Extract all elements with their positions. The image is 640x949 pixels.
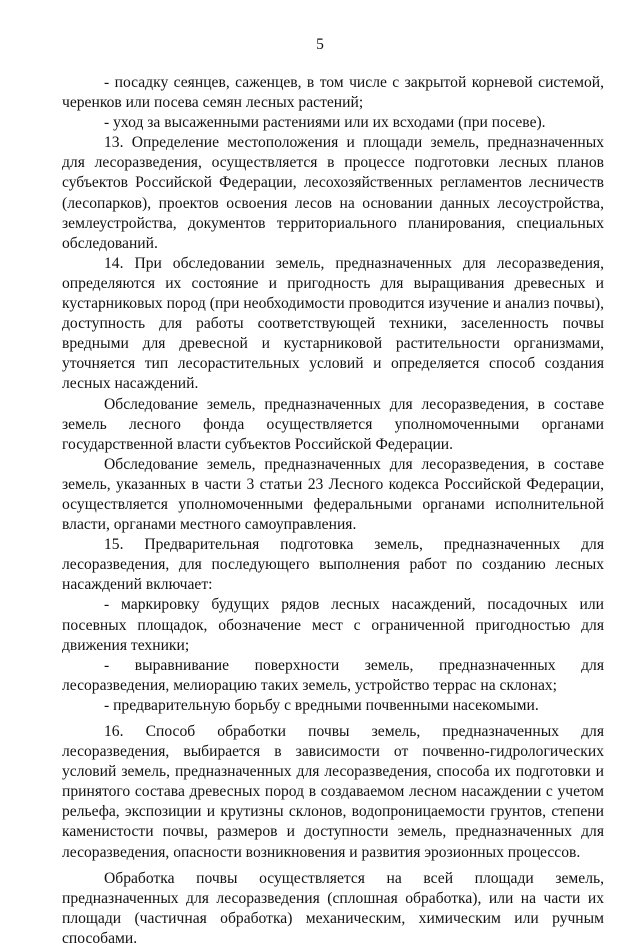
list-item-leveling: - выравнивание поверхности земель, предназначенных для лесоразведения, мелиорацию таких земель, устройство террас на склонах; [62, 656, 604, 694]
list-item-seedling-planting: - посадку сеянцев, саженцев, в том числе с закрытой корневой системой, черенков или посева семян лесных растений; [62, 74, 604, 112]
paragraph-14: 14. При обследовании земель, предназначенных для лесоразведения, определяются их состояние и пригодность для выращивания древесных и кустарниковых пород (при необходимости проводится изучение и анализ почвы), доступность для работы соответствующей техники, заселенность почвы вредными для древесной и кустарниковой растительности организмами, уточняется тип лесорастительных условий и определяется способ создания лесных насаждений. [62, 254, 604, 393]
list-item-marking: - маркировку будущих рядов лесных насаждений, посадочных или посевных площадок, обозначение мест с ограниченной пригодностью для движения техники; [62, 596, 604, 654]
list-item-plant-care: - уход за высаженными растениями или их всходами (при посеве). [104, 114, 546, 132]
paragraph-federal-survey: Обследование земель, предназначенных для лесоразведения, в составе земель, указанных в части 3 статьи 23 Лесного кодекса Российской Федерации, осуществляется уполномоченными федеральными органами исполнительной власти, органами местного самоуправления. [62, 455, 604, 534]
page-number: 5 [316, 36, 324, 53]
document-body [62, 73, 604, 949]
paragraph-soil-treatment: Обработка почвы осуществляется на всей площади земель, предназначенных для лесоразведения (сплошная обработка), или на части их площади (частичная обработка) механическим, химическим или ручным способами. [62, 869, 604, 947]
paragraph-forest-fund-survey: Обследование земель, предназначенных для лесоразведения, в составе земель лесного фонда осуществляется уполномоченными органами государственной власти субъектов Российской Федерации. [62, 395, 604, 453]
list-item-pest-control: - предварительную борьбу с вредными почвенными насекомыми. [104, 696, 539, 714]
paragraph-15: 15. Предварительная подготовка земель, предназначенных для лесоразведения, для последующего выполнения работ по созданию лесных насаждений включает: [62, 536, 604, 594]
paragraph-16: 16. Способ обработки почвы земель, предназначенных для лесоразведения, выбирается в зависимости от почвенно-гидрологических условий земель, предназначенных для лесоразведения, способа их подготовки и принятого состава древесных пород в создаваемом лесном насаждении с учетом рельефа, экспозиции и крутизны склонов, водопроницаемости грунтов, степени каменистости почвы, размеров и доступности земель, предназначенных для лесоразведения, опасности возникновения и развития эрозионных процессов. [62, 723, 604, 861]
paragraph-13: 13. Определение местоположения и площади земель, предназначенных для лесоразведения, осуществляется в процессе подготовки лесных планов субъектов Российской Федерации, лесохозяйственных регламентов лесничеств (лесопарков), проектов освоения лесов на основании данных лесоустройства, землеустройства, документов территориального планирования, специальных обследований. [62, 134, 604, 252]
